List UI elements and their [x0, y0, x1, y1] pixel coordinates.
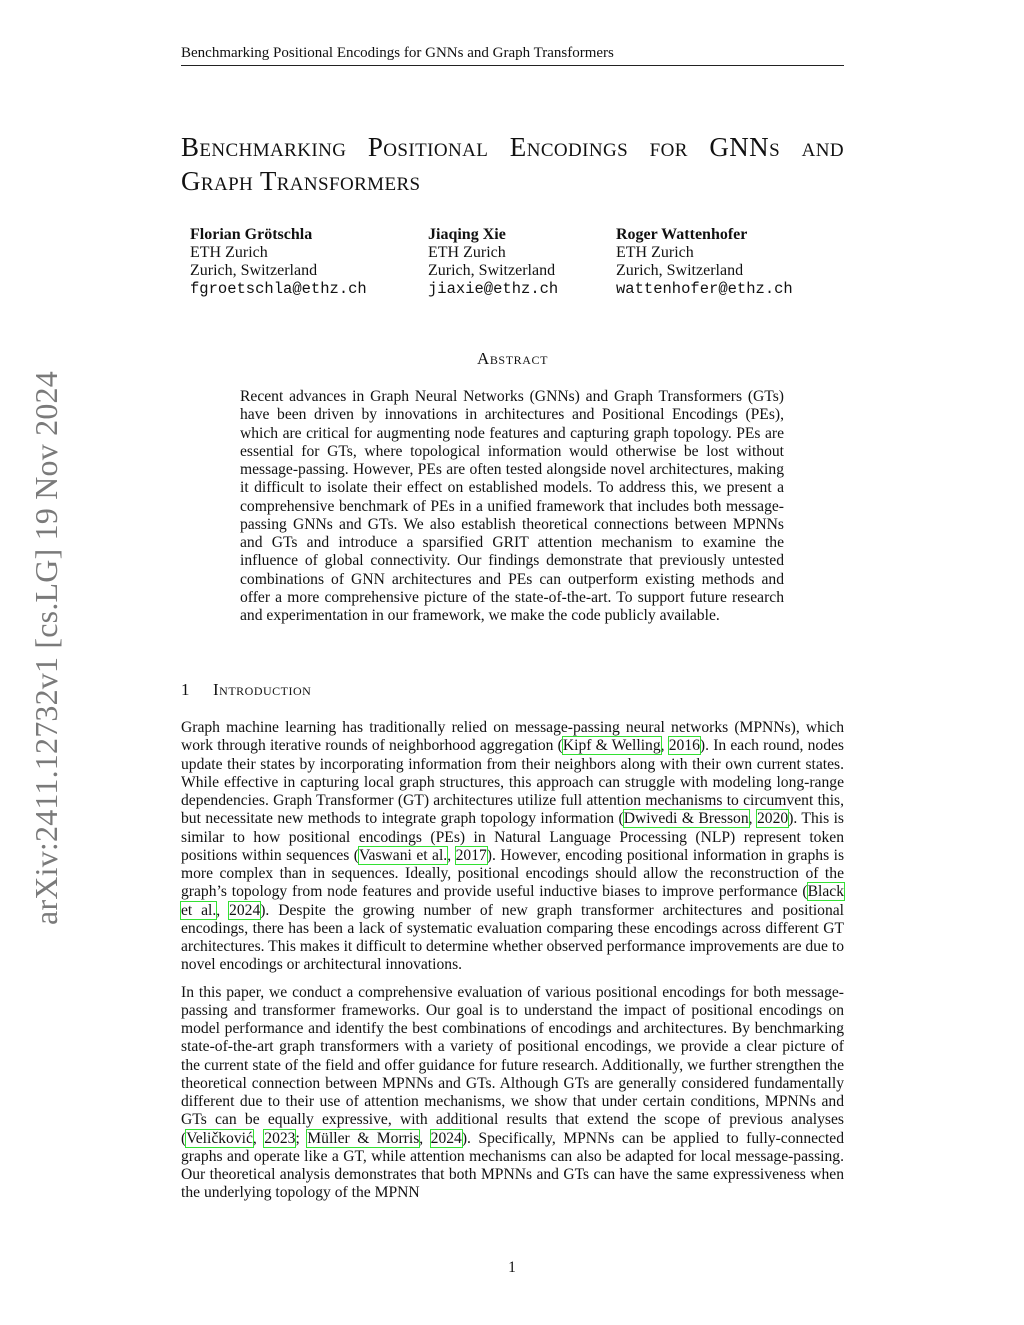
text-run: Graph machine learning has traditionally relied on message-passing neural networks (MPNNs), which work through iterative rounds of neighborhood aggregation (	[181, 719, 844, 755]
author-name: Roger Wattenhofer	[616, 226, 748, 243]
text-run: ,	[252, 1129, 265, 1147]
abstract-text: Recent advances in Graph Neural Networks (GNNs) and Graph Transformers (GTs) have been driven by innovations in architectures and Positional Encodings (PEs), which are critical for augmenting node features and capturing graph topology. PEs are essential for GTs, where topological information would otherwise be lost without message-passing. However, PEs are often tested alongside novel architectures, making it difficult to isolate their effect on established models. To address this, we present a comprehensive benchmark of PEs in a unified framework that includes both message-passing GNNs and GTs. We also establish theoretical connections between MPNNs and GTs and introduce a sparsified GRIT attention mechanism to examine the influence of global connectivity. Our findings demonstrate that previously untested combinations of GNN architectures and PEs can outperform existing methods and offer a more comprehensive picture of the state-of-the-art. To support future research and experimentation in our framework, we make the code publicly available.	[240, 388, 784, 624]
author-email: fgroetschla@ethz.ch	[190, 280, 367, 298]
author-location: Zurich, Switzerland	[190, 262, 318, 279]
text-run: ;	[295, 1129, 308, 1147]
author-affiliation: ETH Zurich	[190, 244, 268, 261]
page-number: 1	[508, 1259, 516, 1276]
section-heading	[181, 680, 844, 700]
text-run: ,	[216, 901, 230, 919]
author-name: Jiaqing Xie	[428, 226, 506, 243]
citation-link[interactable]: Müller & Morris	[307, 1129, 420, 1147]
citation-link[interactable]: Kipf & Welling	[562, 737, 661, 755]
text-run: ,	[447, 846, 456, 864]
text-run: ,	[419, 1129, 431, 1147]
paragraph-2	[181, 984, 844, 1203]
citation-link[interactable]: Black et al.	[181, 883, 844, 919]
author-affiliation: ETH Zurich	[428, 244, 506, 261]
citation-link[interactable]: Vaswani et al.	[359, 846, 448, 864]
author-1	[190, 226, 367, 298]
author-name: Florian Grötschla	[190, 226, 313, 243]
section-body	[181, 719, 844, 1212]
text-run: ,	[748, 810, 757, 828]
arxiv-stamp: arXiv:2411.12732v1 [cs.LG] 19 Nov 2024	[28, 371, 64, 925]
section-title: Introduction	[213, 680, 312, 699]
citation-year-link[interactable]: 2017	[455, 846, 487, 864]
text-run: ). Specifically, MPNNs can be applied to fully-connected graphs and operate like a GT, while attention mechanisms can also be adapted for local message-passing. Our theoretical analysis demonstrates that both MPNNs and GTs can have the same expressiveness when the underlying topology of the MPNN	[181, 1129, 845, 1202]
author-location: Zurich, Switzerland	[428, 262, 556, 279]
author-location: Zurich, Switzerland	[616, 262, 744, 279]
text-run: ). This is similar to how positional encodings (PEs) in Natural Language Processing (NLP) represent token positions within sequences (	[181, 810, 845, 864]
author-email: wattenhofer@ethz.ch	[616, 280, 793, 298]
citation-link[interactable]: Dwivedi & Bresson	[623, 810, 749, 828]
author-3	[616, 226, 793, 298]
author-email: jiaxie@ethz.ch	[428, 280, 559, 298]
text-run: ). Despite the growing number of new graph transformer architectures and positional encodings, there has been a lack of systematic evaluation comparing these encodings across different GT architectures. This makes it difficult to determine whether observed performance improvements are due to novel encodings or architectural innovations.	[181, 901, 845, 974]
section-number: 1	[181, 680, 190, 699]
author-affiliation: ETH Zurich	[616, 244, 694, 261]
author-2	[428, 226, 558, 298]
citation-link[interactable]: Veličković	[186, 1129, 253, 1147]
citation-year-link[interactable]: 2016	[668, 737, 700, 755]
citation-year-link[interactable]: 2024	[229, 901, 261, 919]
citation-year-link[interactable]: 2020	[757, 810, 789, 828]
text-run: In this paper, we conduct a comprehensive evaluation of various positional encodings for both message-passing and transformer frameworks. Our goal is to understand the impact of positional encodings on model performance and identify the best combinations of encodings and architectures. By benchmarking state-of-the-art graph transformers with a variety of positional encodings, we provide a clear picture of the current state of the field and offer guidance for future research. Additionally, we further strengthen the theoretical connection between MPNNs and GTs. Although GTs are generally considered fundamentally different due to their use of attention mechanisms, we show that under certain conditions, MPNNs and GTs can be equally expressive, with additional results that extend the scope of previous analyses (	[181, 983, 844, 1147]
text-run: ). However, encoding positional information in graphs is more complex than in sequences. Ideally, positional encodings should allow the reconstruction of the graph’s topology from node features and provide useful inductive biases to improve performance (	[181, 846, 845, 901]
abstract-heading: Abstract	[476, 349, 549, 368]
citation-year-link[interactable]: 2024	[430, 1129, 462, 1147]
paragraph-1	[181, 719, 844, 975]
text-run: ). In each round, nodes update their states by incorporating information from their neighbors along with their own current states. While effective in capturing local graph structures, this approach can struggle with modeling long-range dependencies. Graph Transformer (GT) architectures utilize full attention mechanisms to circumvent this, but necessitate new methods to integrate graph topology information (	[181, 737, 844, 828]
running-head: Benchmarking Positional Encodings for GNNs and Graph Transformers	[181, 44, 844, 66]
paper-title: Benchmarking Positional Encodings for GNNs and Graph Transformers	[181, 132, 844, 196]
citation-year-link[interactable]: 2023	[264, 1129, 296, 1147]
text-run: ,	[660, 737, 669, 755]
